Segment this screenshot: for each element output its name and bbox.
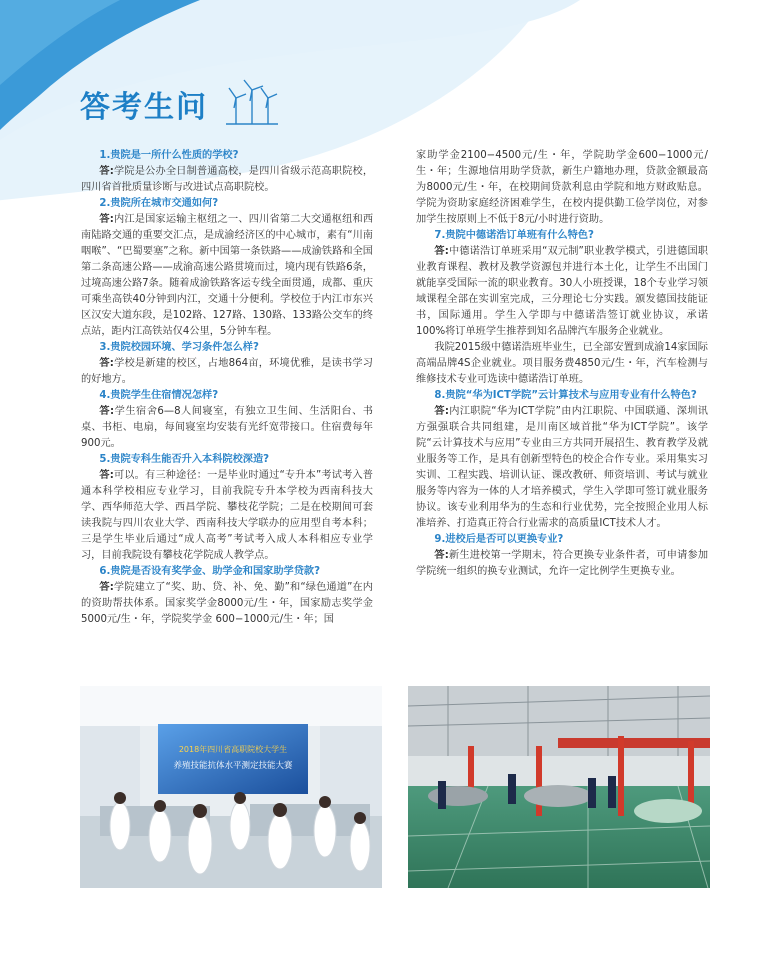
answer-label: 答: <box>99 582 114 593</box>
answer-label: 答: <box>99 166 114 177</box>
answer-paragraph: 家助学金2100−4500元/生・年，学院助学金600−1000元/生・年；生源地信用助学贷款，新生户籍地办理，贷款金额最高为8000元/生・年，在校期间贷款利息由学院和地方财政贴息。学院为资助家庭经济困难学生，在校内提供勤工俭学岗位，对参加学生按原则上不低于8元/小时进行资助。 <box>416 150 708 225</box>
answer-text: 学院是公办全日制普通高校，是四川省级示范高职院校，四川省首批质量诊断与改进试点高职院校。 <box>81 166 374 193</box>
answer-label: 答: <box>99 214 114 225</box>
answer-text: 学生宿舍6—8人间寝室，有独立卫生间、生活阳台、书桌、书柜、电扇，每间寝室均安装有光纤宽带接口。住宿费每年900元。 <box>81 406 373 449</box>
answer-label: 答: <box>434 246 449 257</box>
answer-label: 答: <box>99 358 114 369</box>
right-text-column <box>416 148 708 580</box>
answer-label: 答: <box>434 550 449 561</box>
question-heading: 8.贵院“华为ICT学院”云计算技术与应用专业有什么特色? <box>434 390 697 401</box>
page-title: 答考生问 <box>80 90 208 125</box>
banner-line-1: 2018年四川省高职院校大学生 <box>178 745 288 754</box>
answer-text: 可以。有三种途径：一是毕业时通过“专升本”考试考入普通本科学校相应专业学习，目前我院专升本学校为西南科技大学、西华师范大学、西昌学院、攀枝花学院；二是在校期间可套读我院与四川农业大学、西南科技大学联办的应用型自考本科；三是学生毕业后通过“成人高考”考试考入成人本科相应专业学习，目前我院设有攀枝花学院成人教学点。 <box>81 470 373 561</box>
answer-label: 答: <box>99 406 115 417</box>
banner-line-2: 养殖技能抗体水平测定技能大赛 <box>173 761 293 771</box>
left-text-column <box>81 148 373 628</box>
lab-competition-photo <box>80 686 382 888</box>
question-heading: 5.贵院专科生能否升入本科院校深造? <box>99 454 270 465</box>
question-heading: 7.贵院中德诺浩订单班有什么特色? <box>434 230 594 241</box>
question-heading: 9.进校后是否可以更换专业? <box>434 534 564 545</box>
question-heading: 6.贵院是否设有奖学金、助学金和国家助学贷款? <box>99 566 320 577</box>
answer-text: 新生进校第一学期末，符合更换专业条件者，可申请参加学院统一组织的换专业测试，允许一定比例学生更换专业。 <box>416 550 709 577</box>
answer-paragraph: 我院2015级中德诺浩班毕业生，已全部安置到成渝14家国际高端品牌4S企业就业。项目服务费4850元/生・年，汽车检测与维修技术专业可选读中德诺浩订单班。 <box>416 342 708 385</box>
question-heading: 1.贵院是一所什么性质的学校? <box>99 150 239 161</box>
question-heading: 4.贵院学生住宿情况怎样? <box>99 390 219 401</box>
answer-paragraph <box>81 356 373 388</box>
answer-paragraph <box>416 244 708 340</box>
answer-paragraph <box>416 404 708 532</box>
answer-paragraph <box>81 404 373 452</box>
auto-workshop-photo <box>408 686 710 888</box>
answer-paragraph <box>81 212 373 340</box>
answer-paragraph <box>81 164 373 196</box>
wind-turbine-icon <box>226 78 278 126</box>
answer-paragraph <box>81 580 373 628</box>
answer-text: 中德诺浩订单班采用“双元制”职业教学模式，引进德国职业教育课程、教材及教学资源包并进行本土化，让学生不出国门就能享受国际一流的职业教育。30人小班授课，18个专业学习领域课程全部在实训室完成，三分理论七分实践。颁发德国技能证书，国际通用。学生入学即与中德诺浩签订就业协议，承诺100%将订单班学生推荐到知名品牌汽车服务企业就业。 <box>416 246 708 337</box>
answer-paragraph <box>81 468 373 564</box>
question-heading: 3.贵院校园环境、学习条件怎么样? <box>99 342 259 353</box>
answer-text: 学校是新建的校区，占地864亩，环境优雅，是读书学习的好地方。 <box>81 358 373 385</box>
answer-label: 答: <box>99 470 114 481</box>
answer-paragraph <box>416 548 708 580</box>
answer-text: 内江职院“华为ICT学院”由内江职院、中国联通、深圳讯方强强联合共同组建，是川南区域首批“华为ICT学院”。该学院“云计算技术与应用”专业由三方共同开展招生、教育教学及就业服务等工作，是具有创新型特色的校企合作专业。采用集实习实训、工程实践、培训认证、课改教研、师资培训、考试与就业服务等内容为一体的人才培养模式，学生入学即可签订就业服务协议。该专业利用华为的生态和行业优势，完全按照企业用人标准培养、打造真正符合行业需求的高质量ICT技术人才。 <box>416 406 708 529</box>
question-heading: 2.贵院所在城市交通如何? <box>99 198 219 209</box>
answer-text: 学院建立了“奖、助、贷、补、免、勤”和“绿色通道”在内的资助帮扶体系。国家奖学金8000元/生・年，国家励志奖学金5000元/生・年，学院奖学金 600−1000元/生・年；国 <box>81 582 373 625</box>
answer-text: 内江是国家运输主枢纽之一、四川省第二大交通枢纽和西南陆路交通的重要交汇点，是成渝经济区的中心城市，素有“川南咽喉”、“巴蜀要塞”之称。新中国第一条铁路——成渝铁路和全国第二条高速公路——成渝高速公路贯境而过，境内现有铁路6条，过境高速公路7条。随着成渝铁路客运专线全面贯通，成都、重庆可乘坐高铁40分钟到内江，交通十分便利。学校位于内江市东兴区汉安大道东段，是102路、127路、130路、133路公交车的终点站，距内江高铁站仅4公里，5分钟车程。 <box>81 214 374 337</box>
answer-label: 答: <box>434 406 449 417</box>
